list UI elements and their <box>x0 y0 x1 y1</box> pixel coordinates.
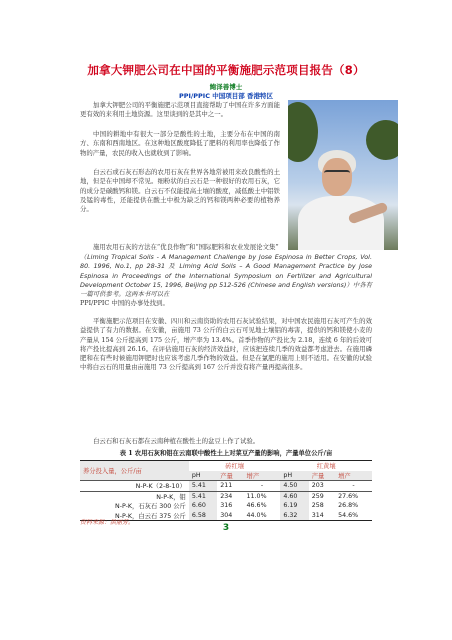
author-photo <box>288 100 398 250</box>
organization-line: PPI/PPIC 中国项目部 香港特区 <box>178 92 274 100</box>
table-cell: - <box>352 482 355 490</box>
table-row-label: N-P-K，钼 <box>156 493 186 501</box>
table-cell: 46.6% <box>246 502 267 510</box>
table-subheader: 增产 <box>335 471 372 481</box>
table-cell: 234 <box>220 492 233 500</box>
table-subheader: pH <box>189 471 217 481</box>
table-row <box>80 501 372 511</box>
photo-tree <box>366 120 398 160</box>
results-table <box>80 460 372 521</box>
table-cell: 6.58 <box>189 511 217 521</box>
table-cell: 27.6% <box>338 492 359 500</box>
table-cell: 6.60 <box>189 501 217 511</box>
paragraph-trials: 平衡施肥示范项目在安徽、四川和云南资助的农用石灰试验结果，对中国农民施用石灰可产生的效益提供了有力的数据。在安徽，亩施用 73 公斤的白云石可见地土壤铝的毒害，提供的钙和镁使小麦的产量从 154 公斤提高到 175 公斤，增产率为 13.4%。首季作物的产投比为 2.18，连续 6 年的后效可将产投比提高到 26.16。在评估施用石灰的经济效益时，应该把连续几季的效益都考虑进去。在施用磷肥和在有些时候施用钾肥时也应该考虑几季作物的效益。但是在氯肥的施用上则不适用。在安徽的试验中将白云石的用量由亩施用 73 公斤提高到 167 公斤并没有将产量再提高很多。 <box>80 317 372 372</box>
photo-glasses <box>324 170 350 178</box>
paragraph-intro: 加拿大钾肥公司的平衡施肥示范项目直接帮助了中国在许多方面能更有效的来利用土地资源。这里谈到的是其中之一。 <box>80 101 280 119</box>
table-row-label: N-P-K，白云石 375 公斤 <box>115 512 186 520</box>
table-cell: 6.32 <box>280 511 308 521</box>
table-subheader: pH <box>280 471 308 481</box>
table-cell: 5.41 <box>189 481 217 492</box>
table-cell: 316 <box>220 502 233 510</box>
paragraph-acid-soil: 中国的耕地中有很大一部分是酸性的土地，主要分布在中国的南方、东南和西南地区。在这种地区酸度降低了肥料的利用率也降低了作物的产量，农民的收入也就收到了影响。 <box>80 130 280 157</box>
table-cell: - <box>260 482 264 490</box>
table-source: 资料来源：洪丽芳。 <box>80 519 135 526</box>
paragraph-liming-method: 施用农用石灰的方法在“优良作物”和“国际肥料和农业发展论文集” <box>93 243 279 251</box>
table-cell: 26.8% <box>338 502 359 510</box>
table-cell: 44.0% <box>246 511 267 519</box>
table-cell: 4.50 <box>280 481 308 492</box>
table-cell: 259 <box>311 492 324 500</box>
table-cell: 314 <box>311 511 324 519</box>
table-row <box>80 481 372 492</box>
photo-tree <box>288 102 318 162</box>
table-header-row <box>80 461 372 471</box>
table-cell: 4.60 <box>280 491 308 501</box>
paragraph-references: （Liming Tropical Soils - A Management Challenge by Jose Espinosa in Better Crops, Vol. 80. 1996, No.1, pp 28-31 及 Liming Acid Soils – A Good Management Practice by Jose Espinosa in Proceedings of the International Symposium on Fertilizer and Agricultural Development October 15, 1996, Beijing pp 512-526 (Chinese and English versions)）中各有一篇可供参考。这两本书可以在 <box>80 253 372 299</box>
table-cell: 258 <box>311 502 324 510</box>
table-subheader: 产量 <box>309 471 335 481</box>
author-name: 鲍泽善博士 <box>209 83 243 91</box>
table-group-1: 砖红壤 <box>225 463 245 471</box>
table-cell: 203 <box>311 482 324 490</box>
table-row-label: N-P-K（2-8-10） <box>135 483 186 491</box>
table-row <box>80 491 372 501</box>
table-cell: 304 <box>220 511 233 519</box>
table-row-label: N-P-K，石灰石 300 公斤 <box>115 503 186 511</box>
table-subheader: 增产 <box>244 471 281 481</box>
table-cell: 11.0% <box>246 492 267 500</box>
table-group-2: 红黄壤 <box>316 463 336 471</box>
page-number: 3 <box>222 523 230 533</box>
table-cell: 6.19 <box>280 501 308 511</box>
paragraph-dolomite: 白云石或石灰石形态的农用石灰在世界各地常被用来改良酸性的土地，但是在中国却不常见。细粉状的白云石是一种很好的农用石灰，它的成分是碳酸钙和镁。白云石不仅能提高土壤的酸度，减低酸土中铝铁及锰的毒性，还能提供在酸土中极为缺乏的钙和镁两种必要的植物养分。 <box>80 168 280 214</box>
table-cell: 54.6% <box>338 511 359 519</box>
photo-shirt <box>298 196 384 250</box>
paragraph-office: PPI/PPIC 中国的办事处找到。 <box>80 299 169 307</box>
table-cell: 211 <box>220 482 233 490</box>
table-subheader: 产量 <box>217 471 243 481</box>
article-title: 加拿大钾肥公司在中国的平衡施肥示范项目报告（8） <box>87 63 365 77</box>
table-corner-label: 养分投入量，公斤/亩 <box>80 461 189 481</box>
table-cell: 5.41 <box>189 491 217 501</box>
paragraph-yunnan: 白云石和石灰石都在云南种植在酸性土的盆豆上作了试验。 <box>93 437 260 445</box>
table-caption: 表 1 农用石灰和钼在云南联中酸性土上对菜豆产量的影响，产量单位公斤/亩 <box>119 450 333 457</box>
